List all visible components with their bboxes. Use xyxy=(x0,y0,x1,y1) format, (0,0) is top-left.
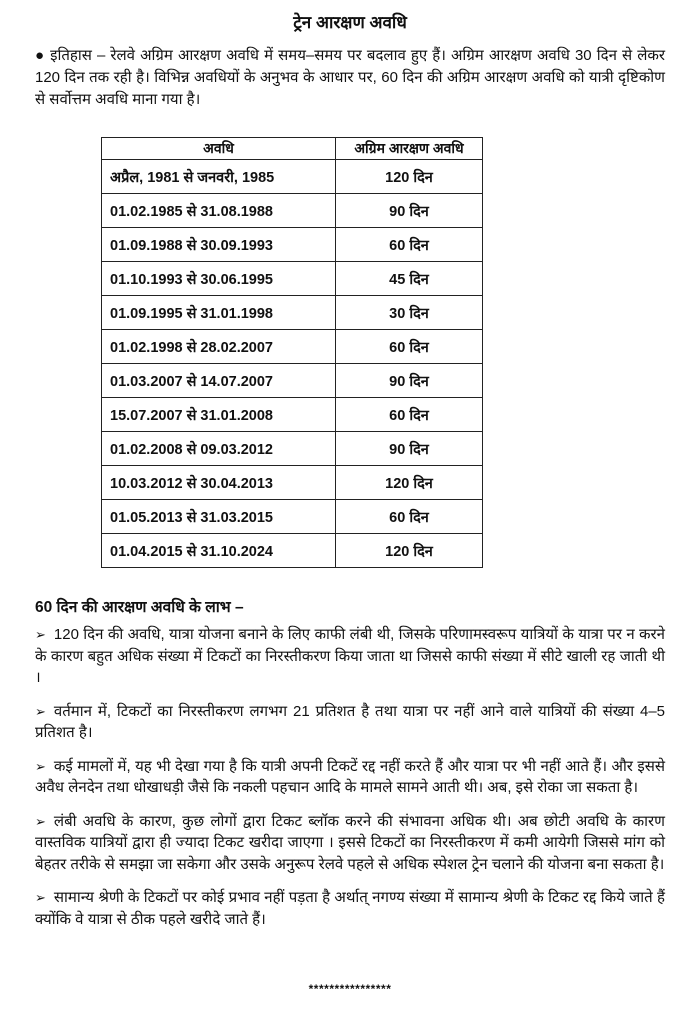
days-cell: 90 दिन xyxy=(336,194,483,228)
benefit-text: वर्तमान में, टिकटों का निरस्तीकरण लगभग 21 प्रतिशत है तथा यात्रा पर नहीं आने वाले यात्रियों की संख्या 4–5 प्रतिशत है। xyxy=(35,702,665,741)
benefits-list xyxy=(35,624,665,942)
table-row xyxy=(102,398,483,432)
benefit-item xyxy=(35,887,665,930)
arrow-bullet-icon: ➢ xyxy=(35,813,46,829)
table-row xyxy=(102,296,483,330)
benefits-heading: 60 दिन की आरक्षण अवधि के लाभ – xyxy=(35,599,244,616)
bullet-icon: ● xyxy=(35,47,45,64)
table-row xyxy=(102,432,483,466)
table-row xyxy=(102,534,483,568)
benefit-item xyxy=(35,624,665,689)
days-cell: 60 दिन xyxy=(336,228,483,262)
benefit-item xyxy=(35,701,665,744)
intro-paragraph xyxy=(35,45,665,111)
period-cell: 01.02.2008 से 09.03.2012 xyxy=(102,432,336,466)
period-cell: 01.09.1995 से 31.01.1998 xyxy=(102,296,336,330)
days-cell: 90 दिन xyxy=(336,432,483,466)
header-advance-period: अग्रिम आरक्षण अवधि xyxy=(336,138,483,160)
arrow-bullet-icon: ➢ xyxy=(35,703,46,719)
table-row xyxy=(102,262,483,296)
days-cell: 30 दिन xyxy=(336,296,483,330)
benefit-text: कई मामलों में, यह भी देखा गया है कि यात्री अपनी टिकटें रद्द नहीं करते हैं और यात्रा पर भी नहीं आते हैं। और इससे अवैध लेनदेन तथा धोखाधड़ी जैसे कि नकली पहचान आदि के मामले सामने आती थी। अब, इसे रोका जा सकता है। xyxy=(35,757,665,796)
table-row xyxy=(102,194,483,228)
table-row xyxy=(102,466,483,500)
arrow-bullet-icon: ➢ xyxy=(35,890,46,905)
end-separator: **************** xyxy=(308,982,392,996)
table-row xyxy=(102,160,483,194)
days-cell: 120 दिन xyxy=(336,160,483,194)
days-cell: 120 दिन xyxy=(336,466,483,500)
days-cell: 120 दिन xyxy=(336,534,483,568)
period-cell: 01.10.1993 से 30.06.1995 xyxy=(102,262,336,296)
table-row xyxy=(102,500,483,534)
period-cell: 01.05.2013 से 31.03.2015 xyxy=(102,500,336,534)
table-header-row xyxy=(102,138,483,160)
benefit-item xyxy=(35,811,665,876)
days-cell: 90 दिन xyxy=(336,364,483,398)
period-cell: 01.04.2015 से 31.10.2024 xyxy=(102,534,336,568)
table-row xyxy=(102,228,483,262)
intro-text: इतिहास – रेलवे अग्रिम आरक्षण अवधि में समय–समय पर बदलाव हुए हैं। अग्रिम आरक्षण अवधि 30 दिन से लेकर 120 दिन तक रही है। विभिन्न अवधियों के अनुभव के आधार पर, 60 दिन की अग्रिम आरक्षण अवधि को यात्री दृष्टिकोण से सर्वोत्तम अवधि माना गया है। xyxy=(35,47,666,108)
days-cell: 60 दिन xyxy=(336,330,483,364)
days-cell: 60 दिन xyxy=(336,500,483,534)
table-row xyxy=(102,364,483,398)
period-cell: 01.02.1985 से 31.08.1988 xyxy=(102,194,336,228)
benefit-text: सामान्य श्रेणी के टिकटों पर कोई प्रभाव नहीं पड़ता है अर्थात् नगण्य संख्या में सामान्य श्रेणी के टिकट रद्द किये जाते हैं क्योंकि वे यात्रा से ठीक पहले खरीदे जाते हैं। xyxy=(35,889,665,928)
arrow-bullet-icon: ➢ xyxy=(35,627,46,642)
table-row xyxy=(102,330,483,364)
period-cell: 10.03.2012 से 30.04.2013 xyxy=(102,466,336,500)
benefit-item xyxy=(35,756,665,799)
period-cell: 01.09.1988 से 30.09.1993 xyxy=(102,228,336,262)
period-cell: अप्रैल, 1981 से जनवरी, 1985 xyxy=(102,160,336,194)
benefit-text: 120 दिन की अवधि, यात्रा योजना बनाने के लिए काफी लंबी थी, जिसके परिणामस्वरूप यात्रियों के यात्रा पर न करने के कारण बहुत अधिक संख्या में टिकटों का निरस्तीकरण किया जाता था जिससे काफी संख्या में सीटे खाली रह जाती थी । xyxy=(35,626,665,686)
period-cell: 01.03.2007 से 14.07.2007 xyxy=(102,364,336,398)
period-cell: 01.02.1998 से 28.02.2007 xyxy=(102,330,336,364)
benefit-text: लंबी अवधि के कारण, कुछ लोगों द्वारा टिकट ब्लॉक करने की संभावना अधिक थी। अब छोटी अवधि के कारण वास्तविक यात्रियों द्वारा ही ज्यादा टिकट खरीदा जाएगा । इससे टिकटों का निरस्तीकरण में कमी आयेगी जिससे मांग को बेहतर तरीके से समझा जा सकेगा और उसके अनुरूप रेलवे पहले से अधिक स्पेशल ट्रेन चलाने की योजना बना सकता है। xyxy=(35,812,665,873)
period-cell: 15.07.2007 से 31.01.2008 xyxy=(102,398,336,432)
days-cell: 60 दिन xyxy=(336,398,483,432)
days-cell: 45 दिन xyxy=(336,262,483,296)
arrow-bullet-icon: ➢ xyxy=(35,758,46,774)
reservation-period-table xyxy=(101,137,483,568)
header-period: अवधि xyxy=(102,138,336,160)
document-title: ट्रेन आरक्षण अवधि xyxy=(293,13,407,32)
